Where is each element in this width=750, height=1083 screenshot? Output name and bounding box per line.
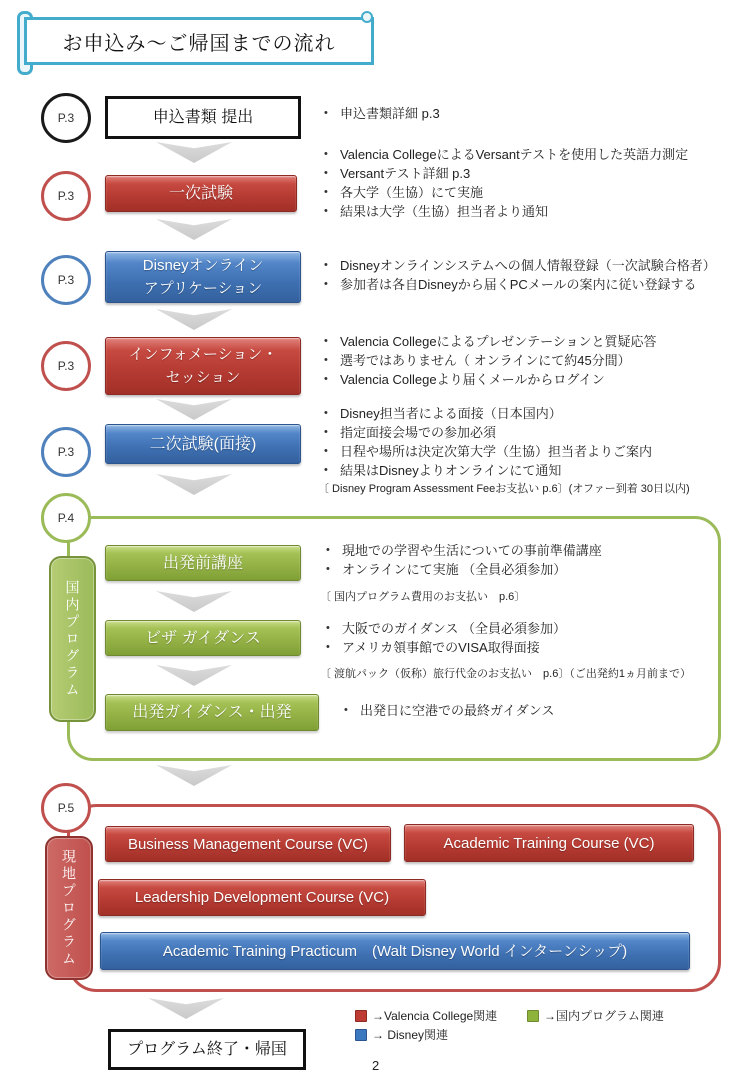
step-bullets-disney-online — [320, 256, 730, 294]
legend-label: → Disney関連 — [372, 1028, 449, 1042]
step-label: 申込書類 提出 — [152, 109, 254, 126]
step-label: ビザ ガイダンス — [145, 629, 261, 647]
page-number: 2 — [372, 1058, 380, 1073]
course-label: Academic Training Course (VC) — [443, 834, 655, 852]
page-ref-label: P.4 — [57, 511, 75, 525]
down-arrow-icon — [156, 474, 232, 495]
bullet-item: • 参加者は各自Disneyから届くPCメールの案内に従い登録する — [320, 275, 730, 294]
page-ref-circle — [41, 93, 91, 143]
step-label: 出発ガイダンス・出発 — [132, 704, 292, 721]
course-box-leadership-development — [98, 879, 426, 916]
bullet-item: • 出発日に空港での最終ガイダンス — [340, 701, 750, 720]
course-box-academic-training-practicum — [100, 932, 690, 970]
course-box-business-management — [105, 826, 391, 862]
domestic-program-tab: 国内プログラム — [49, 556, 96, 722]
step-bullets-application — [320, 104, 730, 123]
step-label: 二次試験(面接) — [149, 435, 257, 453]
page-ref-label: P.5 — [57, 801, 75, 815]
legend-red-square-icon — [355, 1010, 367, 1022]
bullet-item: • Valencia Collegeより届くメールからログイン — [320, 370, 730, 389]
payment-note-assessment-fee: 〔 Disney Program Assessment Feeお支払い p.6〕(オファー到着 30日以内) — [318, 483, 690, 495]
course-label: Business Management Course (VC) — [127, 835, 369, 853]
bullet-item: • オンラインにて実施 （全員必須参加） — [322, 560, 732, 579]
bullet-item: • Valencia Collegeによるプレゼンテーションと質疑応答 — [320, 332, 730, 351]
payment-note-travel-package: 〔 渡航パック（仮称）旅行代金のお支払い p.6〕（ご出発約1ヵ月前まで） — [320, 668, 691, 680]
down-arrow-icon — [156, 219, 232, 240]
end-label: プログラム終了・帰国 — [127, 1041, 287, 1058]
down-arrow-icon — [156, 765, 232, 786]
page-ref-circle — [41, 255, 91, 305]
down-arrow-icon — [156, 142, 232, 163]
bullet-item: • Disney担当者による面接（日本国内） — [320, 404, 730, 423]
local-program-tab: 現地プログラム — [45, 836, 93, 980]
legend-item-domestic — [527, 1007, 664, 1024]
bullet-item: • 大阪でのガイダンス （全員必須参加） — [322, 619, 732, 638]
down-arrow-icon — [148, 998, 224, 1019]
end-box-program-finish-return — [108, 1029, 306, 1070]
page-ref-circle — [41, 783, 91, 833]
step-box-disney-online-application — [105, 251, 301, 303]
bullet-item: • 日程や場所は決定次第大学（生協）担当者よりご案内 — [320, 442, 730, 461]
legend-item-valencia — [355, 1007, 497, 1024]
bullet-item: • Valencia CollegeによるVersantテストを使用した英語力測定 — [320, 145, 730, 164]
step-bullets-first-exam — [320, 145, 730, 221]
payment-note-domestic-fee: 〔 国内プログラム費用のお支払い p.6〕 — [320, 591, 526, 603]
step-label: 一次試験 — [168, 185, 233, 202]
page-ref-circle — [41, 171, 91, 221]
course-box-academic-training-course — [404, 824, 694, 862]
step-box-first-exam — [105, 175, 297, 212]
step-box-departure-guidance — [105, 694, 319, 731]
bullet-item: • 選考ではありません（ オンラインにて約45分間） — [320, 351, 730, 370]
page-title: お申込み〜ご帰国までの流れ — [24, 17, 374, 65]
page-ref-circle — [41, 427, 91, 477]
step-box-information-session — [105, 337, 301, 395]
title-knob-decoration — [361, 11, 373, 23]
page-ref-label: P.3 — [57, 189, 75, 203]
bullet-item: • アメリカ領事館でのVISA取得面接 — [322, 638, 732, 657]
down-arrow-icon — [156, 399, 232, 420]
course-label: Leadership Development Course (VC) — [134, 889, 390, 906]
legend-label: →国内プログラム関連 — [544, 1009, 664, 1023]
page-ref-label: P.3 — [57, 111, 75, 125]
page-ref-label: P.3 — [57, 445, 75, 459]
step-label-line2: セッション — [165, 369, 241, 386]
down-arrow-icon — [156, 309, 232, 330]
page-ref-label: P.3 — [57, 359, 75, 373]
bullet-item: • 指定面接会場での参加必須 — [320, 423, 730, 442]
step-label: 出発前講座 — [162, 554, 243, 572]
course-label: Academic Training Practicum (Walt Disney World インターンシップ) — [162, 942, 628, 960]
bullet-item: • Versantテスト詳細 p.3 — [320, 164, 730, 183]
legend-green-square-icon — [527, 1010, 539, 1022]
step-label-line1: インフォメーション・ — [128, 346, 278, 363]
step-box-second-exam — [105, 424, 301, 464]
step-bullets-second-exam — [320, 404, 730, 480]
bullet-item: • 結果は大学（生協）担当者より通知 — [320, 202, 730, 221]
legend-item-disney — [355, 1026, 448, 1043]
step-box-pre-departure-course — [105, 545, 301, 581]
step-bullets-information-session — [320, 332, 730, 389]
page-ref-circle — [41, 341, 91, 391]
bullet-item: • 現地での学習や生活についての事前準備講座 — [322, 541, 732, 560]
bullet-item: • 各大学（生協）にて実施 — [320, 183, 730, 202]
step-label-line1: Disneyオンライン — [142, 257, 264, 274]
step-box-visa-guidance — [105, 620, 301, 656]
bullet-item: • 申込書類詳細 p.3 — [320, 104, 730, 123]
legend-blue-square-icon — [355, 1029, 367, 1041]
page-ref-circle — [41, 493, 91, 543]
bullet-item: • 結果はDisneyよりオンラインにて通知 — [320, 461, 730, 480]
legend-label: →Valencia College関連 — [372, 1009, 498, 1023]
page-ref-label: P.3 — [57, 273, 75, 287]
step-box-application-documents — [105, 96, 301, 139]
step-label-line2: アプリケーション — [143, 280, 263, 297]
bullet-item: • Disneyオンラインシステムへの個人情報登録（一次試験合格者） — [320, 256, 730, 275]
